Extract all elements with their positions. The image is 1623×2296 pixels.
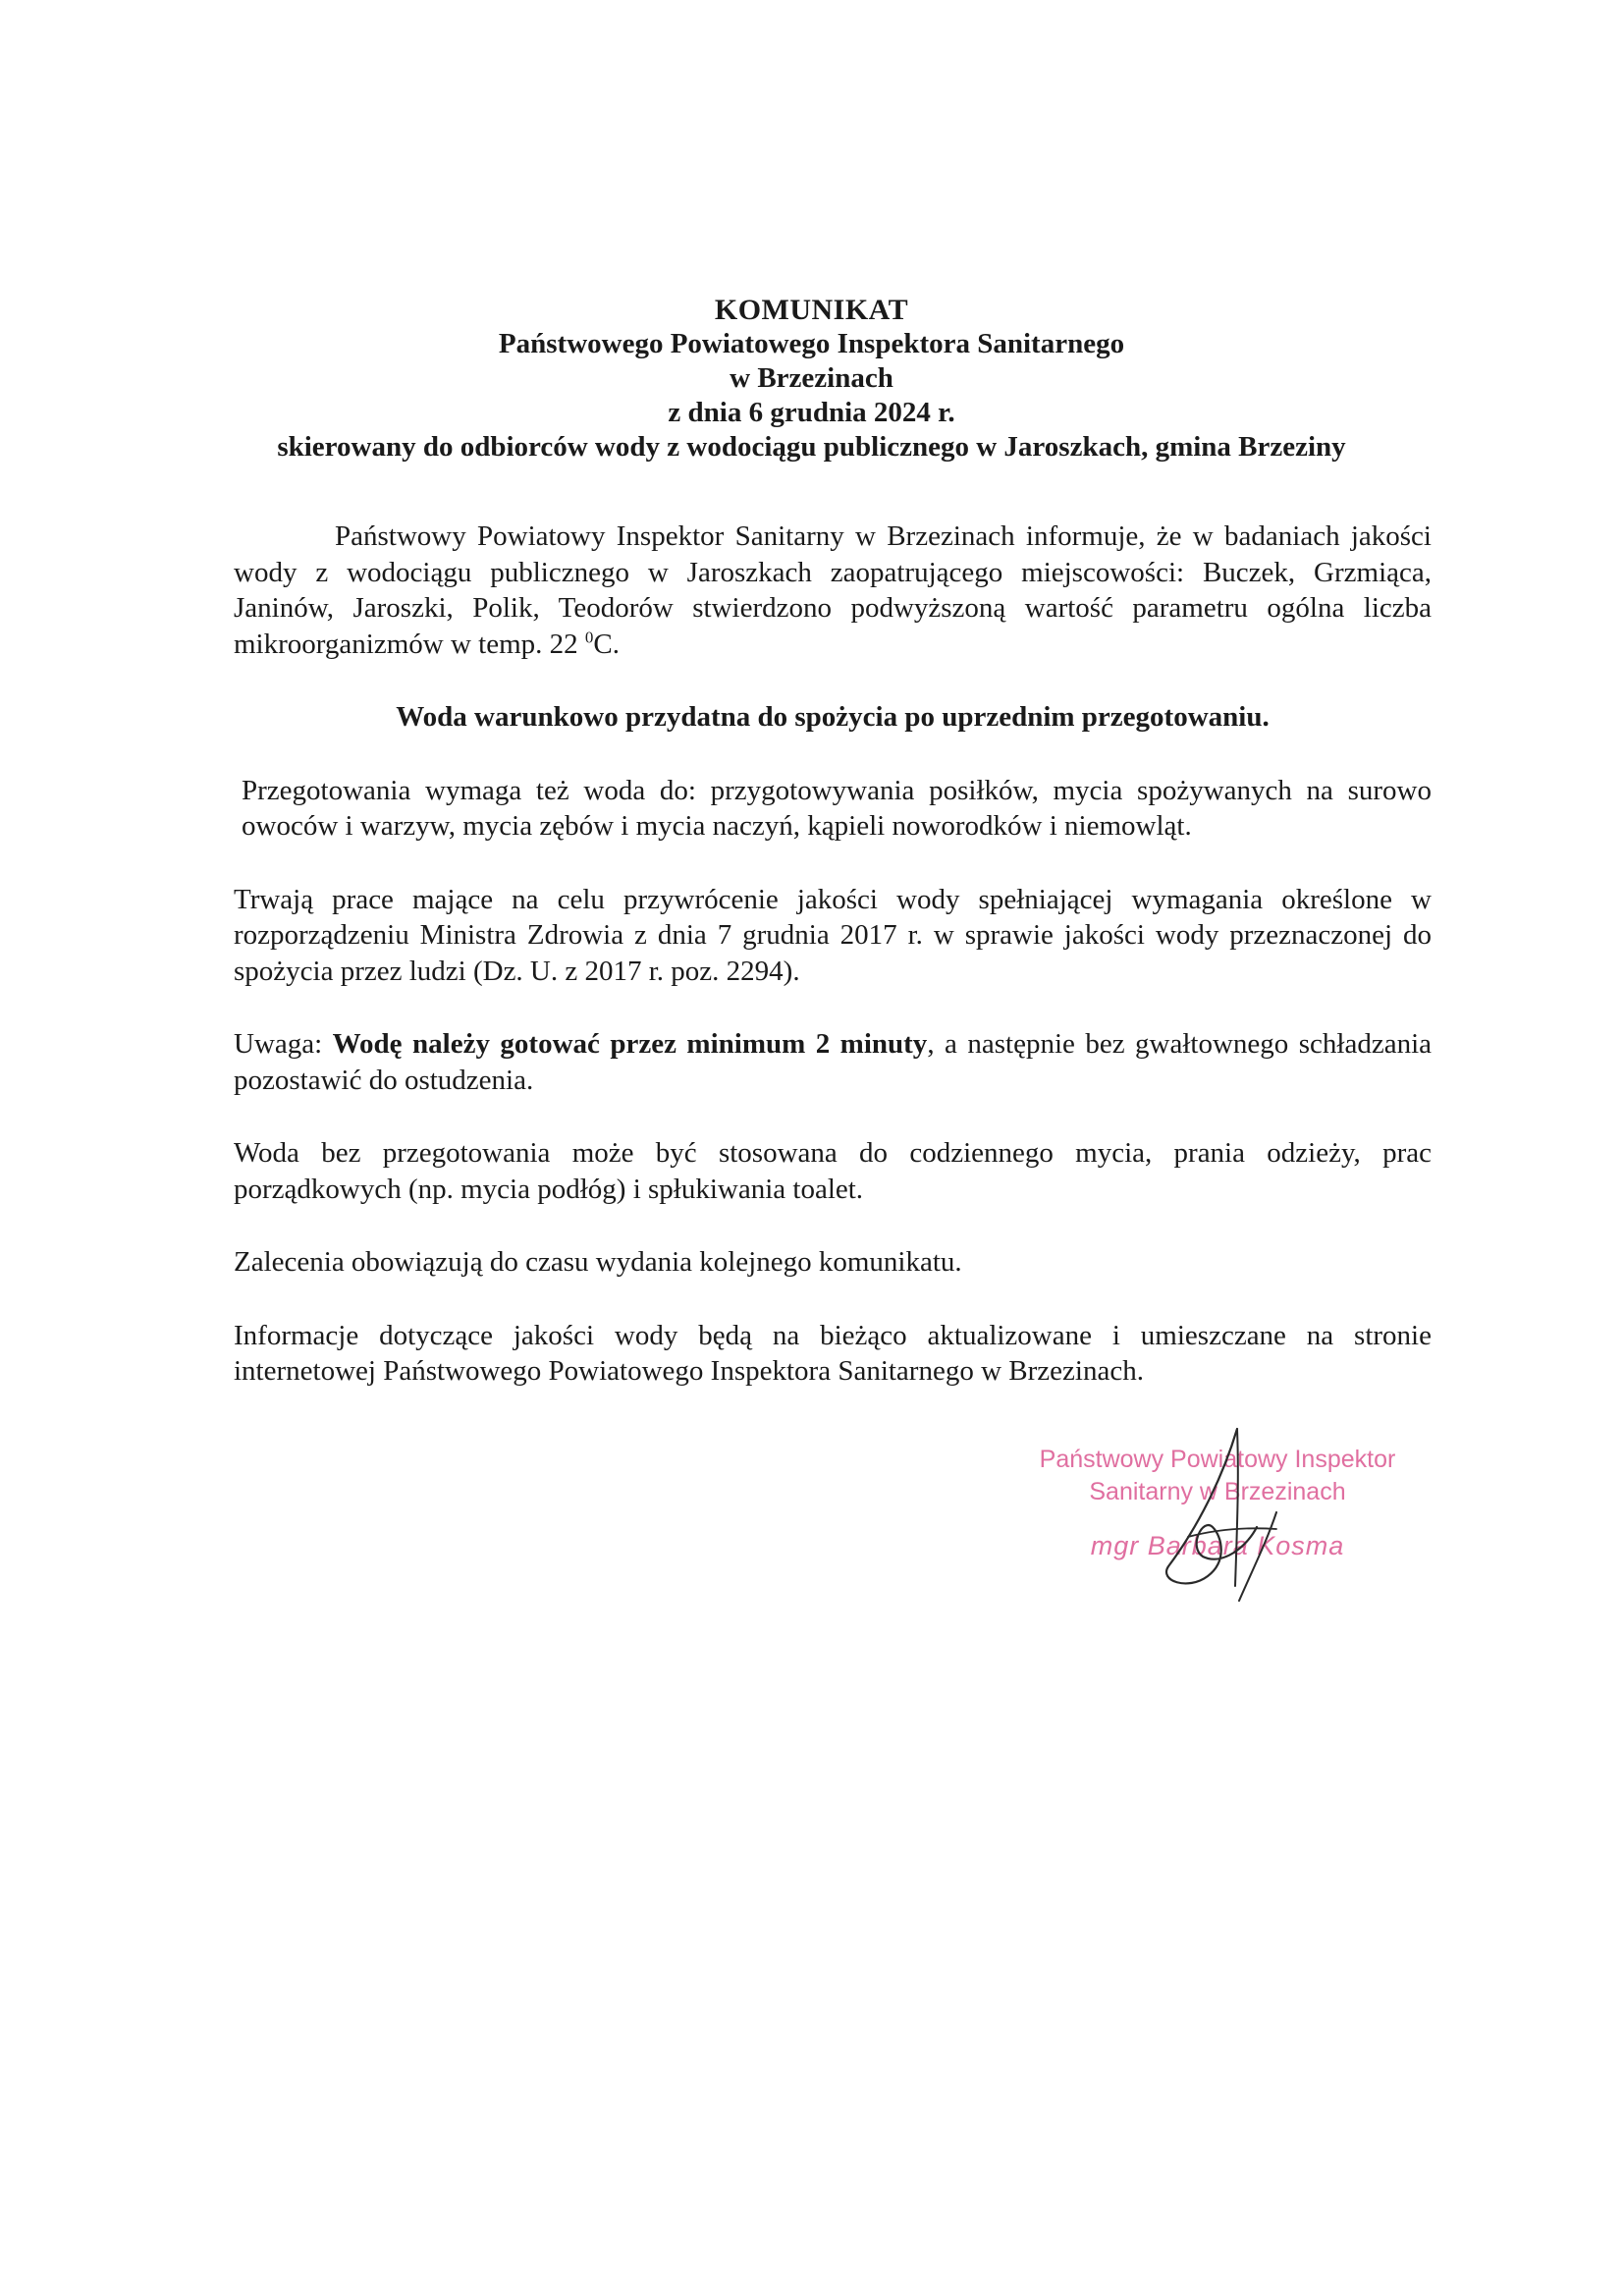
paragraph-findings-end: C. [593,628,620,660]
document-date: z dnia 6 grudnia 2024 r. [668,397,955,428]
stamp-line-1: Państwowy Powiatowy Inspektor [1039,1446,1396,1473]
document-body [234,519,1432,1427]
document-addressee: skierowany do odbiorców wody z wodociągu publicznego w Jaroszkach, gmina Brzeziny [277,431,1346,463]
stamp-line-2: Sanitarny w Brzezinach [1089,1478,1346,1505]
paragraph-validity: Zalecenia obowiązują do czasu wydania kolejnego komunikatu. [234,1246,962,1278]
document-title: KOMUNIKAT [714,294,909,326]
issuer-line: Państwowego Powiatowego Inspektora Sanitarnego [498,328,1125,359]
handwritten-signature-icon [1129,1419,1306,1606]
paragraph-findings [234,519,1432,662]
paragraph-warning [234,1026,1432,1098]
paragraph-works-ongoing: Trwają prace mające na celu przywrócenie jakości wody spełniającej wymagania określone w rozporządzeniu Ministra Zdrowia z dnia 7 grudnia 2017 r. w sprawie jakości wody przeznaczonej do spożycia przez ludzi (Dz. U. z 2017 r. poz. 2294). [234,883,1432,987]
stamp-name: mgr Barbara Kosma [1090,1531,1345,1560]
paragraph-findings-text: Państwowy Powiatowy Inspektor Sanitarny w Brzezinach informuje, że w badaniach jakości wody z wodociągu publicznego w Jaroszkach zaopatrującego miejscowości: Buczek, Grzmiąca, Janinów, Jaroszki, Polik, Teodorów stwierdzono podwyższoną wartość parametru ogólna liczba mikroorganizmów w temp. 22 [234,520,1432,660]
paragraph-updates: Informacje dotyczące jakości wody będą na bieżąco aktualizowane i umieszczane na stronie internetowej Państwowego Powiatowego Inspektora Sanitarnego w Brzezinach. [234,1319,1432,1387]
warning-bold: Wodę należy gotować przez minimum 2 minuty [332,1028,928,1060]
paragraph-boiling-required: Przegotowania wymaga też woda do: przygotowywania posiłków, mycia spożywanych na surowo owoców i warzyw, mycia zębów i mycia naczyń, kąpieli noworodków i niemowląt. [242,774,1432,842]
document-header [196,293,1427,465]
issuer-location: w Brzezinach [730,362,893,394]
degree-superscript: 0 [584,627,594,646]
paragraph-verdict: Woda warunkowo przydatna do spożycia po uprzednim przegotowaniu. [396,701,1270,733]
paragraph-allowed-uses: Woda bez przegotowania może być stosowana do codziennego mycia, prania odzieży, prac porządkowych (np. mycia podłóg) i spłukiwania toalet. [234,1137,1432,1205]
warning-prefix: Uwaga: [234,1028,333,1060]
warning-rest: , a następnie bez gwałtownego schładzania pozostawić do ostudzenia. [234,1028,1432,1096]
